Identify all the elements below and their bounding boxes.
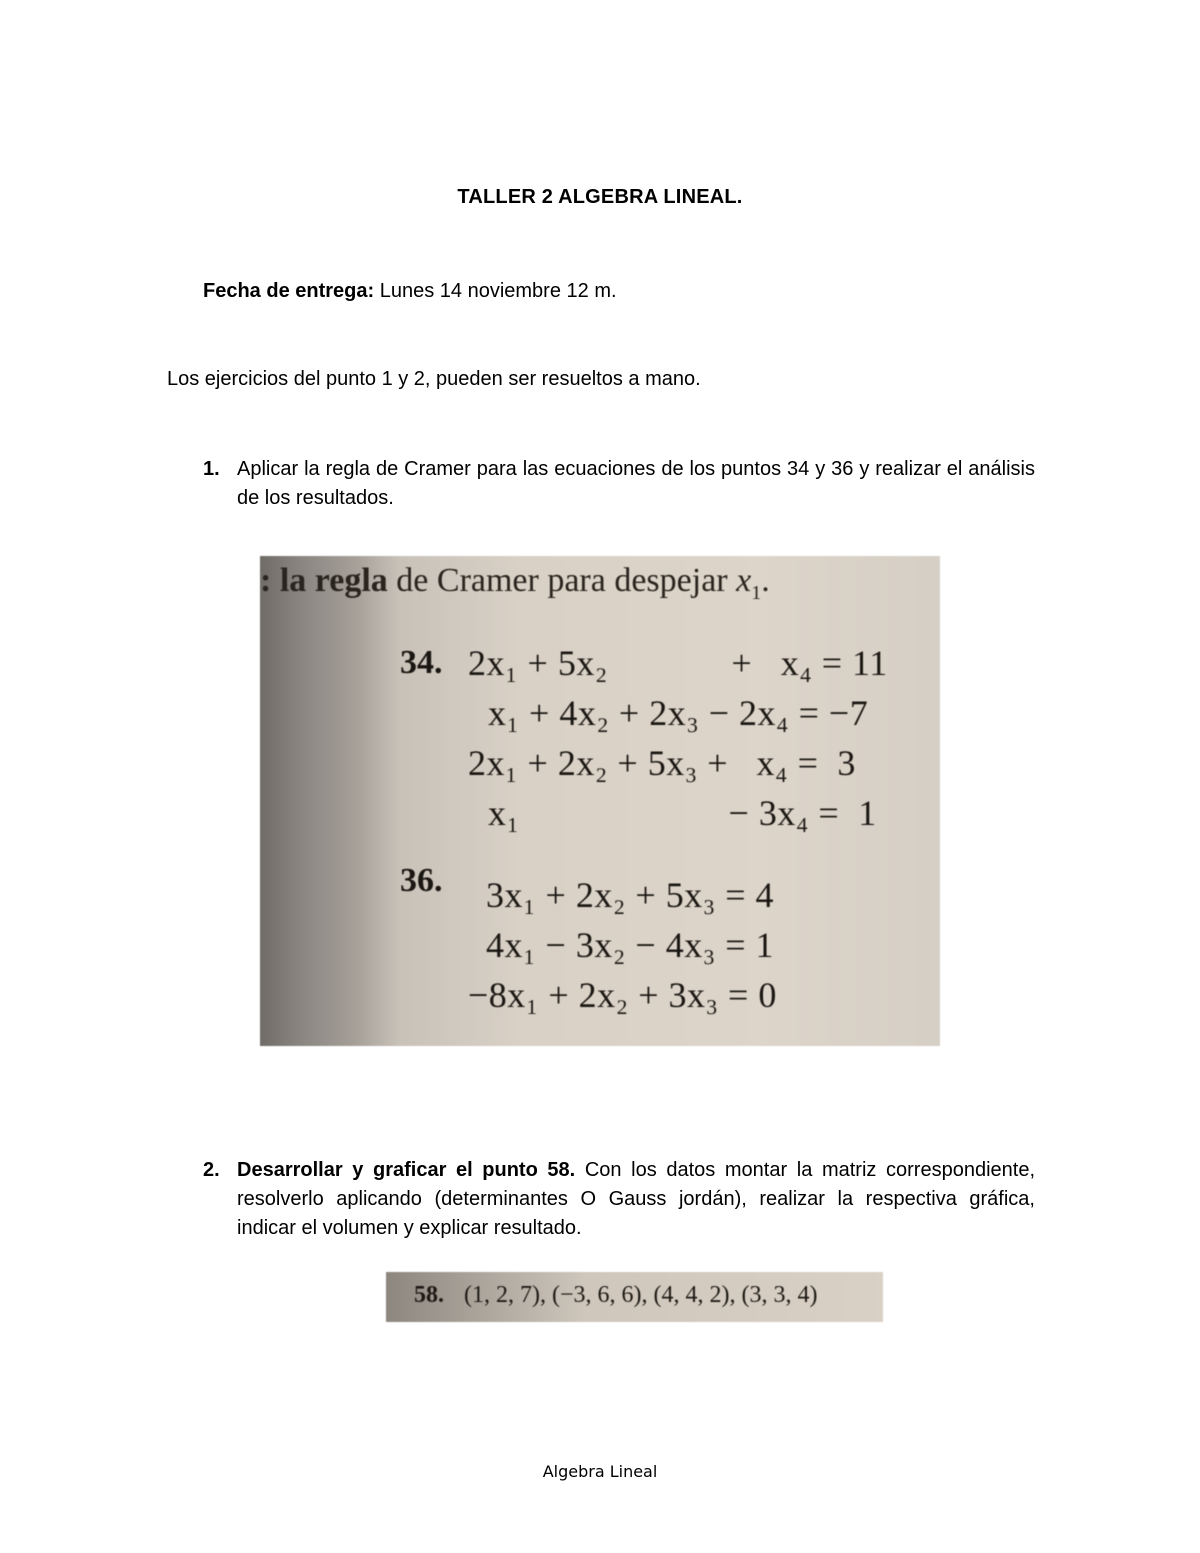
problem-58-points: (1, 2, 7), (−3, 6, 6), (4, 4, 2), (3, 3, 4) (464, 1282, 818, 1308)
photo-header-text: de Cramer para despejar (387, 562, 737, 599)
problem-34-eq-3: 2x₁ + 2x₂ + 5x₃ + x₄ = 3 (468, 743, 856, 783)
photo-header-end: . (761, 562, 770, 599)
problem-36-number: 36. (400, 862, 443, 899)
intro-paragraph: Los ejercicios del punto 1 y 2, pueden ser resueltos a mano. (167, 368, 701, 390)
exercise-2-body: Con los datos montar la matriz correspondiente, resolverlo aplicando (determinantes O Gauss jordán), realizar la respectiva gráfica, indicar el volumen y explicar resultado. (237, 1159, 1035, 1239)
problem-36-eq-1: 3x₁ + 2x₂ + 5x₃ = 4 (486, 875, 775, 915)
exercise-1-number: 1. (203, 458, 220, 480)
exercise-2-bold-text: Desarrollar y graficar el punto 58. (237, 1159, 576, 1181)
exercise-2-number: 2. (203, 1159, 220, 1181)
photo-header-sub: 1 (751, 581, 762, 604)
exercise-1-text: Aplicar la regla de Cramer para las ecuaciones de los puntos 34 y 36 y realizar el análisis de los resultados. (237, 458, 1035, 509)
problem-36-eq-2: 4x₁ − 3x₂ − 4x₃ = 1 (486, 925, 775, 965)
due-date-value: Lunes 14 noviembre 12 m. (374, 280, 617, 302)
problem-36-eq-3: −8x₁ + 2x₂ + 3x₃ = 0 (468, 975, 777, 1015)
photo-header-var: x (736, 562, 752, 599)
cramer-exercises-photo (260, 556, 940, 1046)
exercise-1 (203, 455, 1035, 513)
problem-58-number: 58. (414, 1282, 444, 1308)
document-title: TALLER 2 ALGEBRA LINEAL. (457, 186, 743, 208)
photo-header-bold: : la regla (260, 562, 388, 599)
problem-34-eq-1: 2x₁ + 5x₂ + x₄ = 11 (468, 643, 888, 683)
problem-34-eq-4: x₁ − 3x₄ = 1 (488, 793, 877, 833)
due-date-label: Fecha de entrega: (203, 280, 375, 302)
exercise-2-text (237, 1156, 1035, 1243)
problem-34-eq-2: x₁ + 4x₂ + 2x₃ − 2x₄ = −7 (488, 693, 869, 733)
due-date-line (203, 280, 617, 303)
points-58-photo (386, 1272, 883, 1322)
page-footer: Algebra Lineal (542, 1462, 658, 1481)
photo-header (260, 562, 770, 605)
problem-34-number: 34. (400, 644, 443, 681)
exercise-2 (203, 1156, 1035, 1243)
